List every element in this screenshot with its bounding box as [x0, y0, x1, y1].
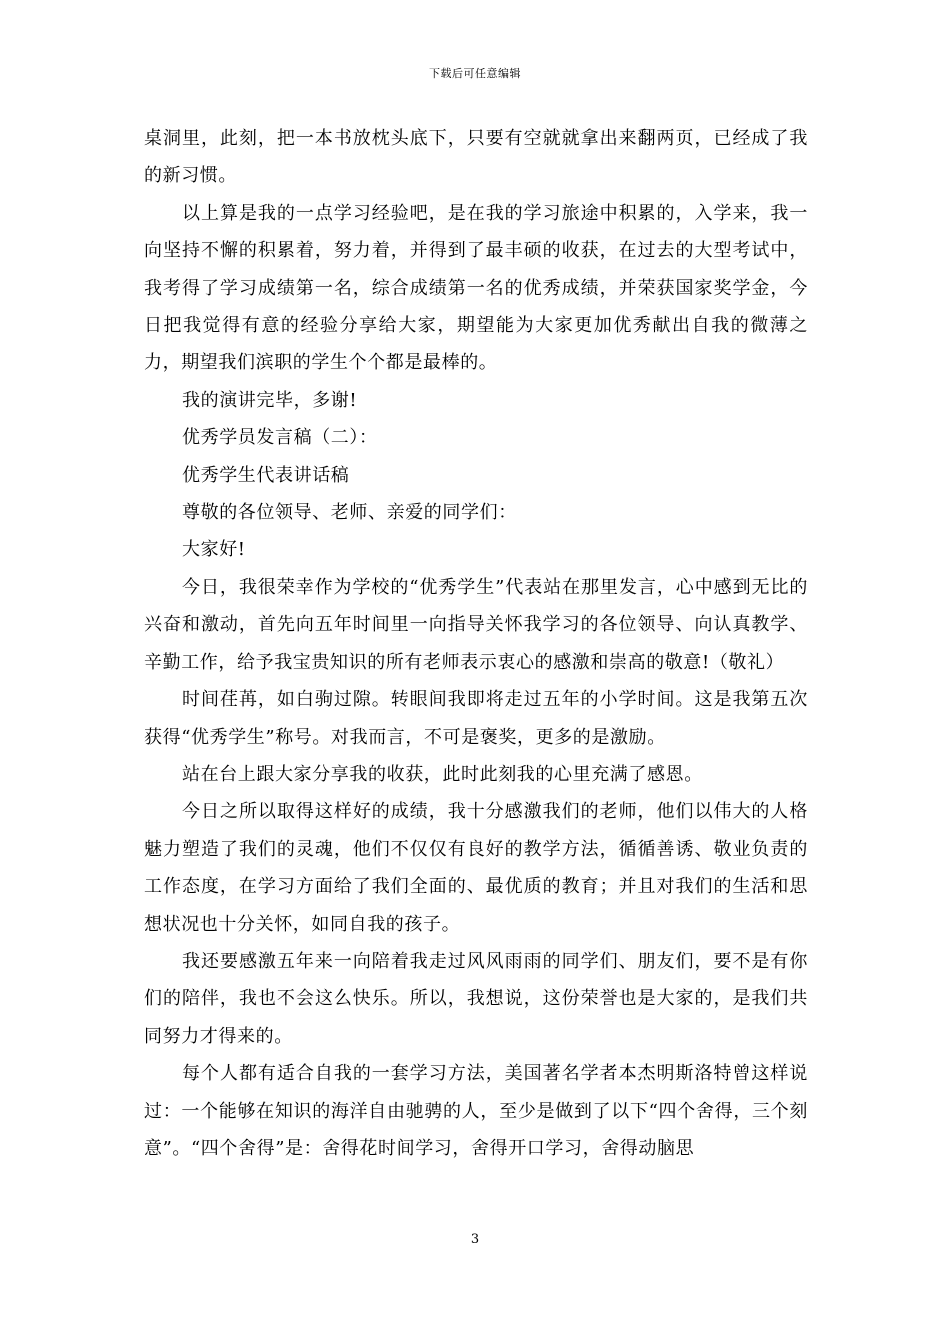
paragraph: 今日之所以取得这样好的成绩，我十分感激我们的老师，他们以伟大的人格魅力塑造了我们的灵魂，他们不仅仅有良好的教学方法，循循善诱、敬业负责的工作态度，在学习方面给了我们全面的、最优质的教育；并且对我们的生活和思想状况也十分关怀，如同自我的孩子。	[144, 801, 808, 935]
paragraph: 我的演讲完毕，多谢!	[182, 389, 358, 411]
document-body	[144, 120, 808, 1167]
paragraph: 今日，我很荣幸作为学校的“优秀学生”代表站在那里发言，心中感到无比的兴奋和激动，首先向五年时间里一向指导关怀我学习的各位领导、向认真教学、辛勤工作，给予我宝贵知识的所有老师表示衷心的感激和崇高的敬意!（敬礼）	[144, 576, 808, 673]
paragraph: 每个人都有适合自我的一套学习方法，美国著名学者本杰明斯洛特曾这样说过：一个能够在知识的海洋自由驰骋的人，至少是做到了以下“四个舍得，三个刻意”。“四个舍得”是：舍得花时间学习，舍得开口学习，舍得动脑思	[144, 1063, 808, 1159]
paragraph: 优秀学员发言稿（二）：	[182, 427, 378, 449]
paragraph: 尊敬的各位领导、老师、亲爱的同学们：	[182, 502, 517, 524]
paragraph: 我还要感激五年来一向陪着我走过风风雨雨的同学们、朋友们，要不是有你们的陪伴，我也不会这么快乐。所以，我想说，这份荣誉也是大家的，是我们共同努力才得来的。	[144, 950, 808, 1047]
paragraph: 桌洞里，此刻，把一本书放枕头底下，只要有空就就拿出来翻两页，已经成了我的新习惯。	[144, 128, 808, 187]
paragraph: 大家好!	[182, 539, 246, 561]
page-number: 3	[470, 1232, 480, 1247]
paragraph: 以上算是我的一点学习经验吧，是在我的学习旅途中积累的，入学来，我一向坚持不懈的积累着，努力着，并得到了最丰硕的收获，在过去的大型考试中，我考得了学习成绩第一名，综合成绩第一名的优秀成绩，并荣获国家奖学金，今日把我觉得有意的经验分享给大家，期望能为大家更加优秀献出自我的微薄之力，期望我们滨职的学生个个都是最棒的。	[144, 202, 808, 374]
paragraph: 优秀学生代表讲话稿	[182, 464, 350, 486]
paragraph: 时间荏苒，如白驹过隙。转眼间我即将走过五年的小学时间。这是我第五次获得“优秀学生”称号。对我而言，不可是褒奖，更多的是激励。	[144, 689, 808, 748]
paragraph: 站在台上跟大家分享我的收获，此时此刻我的心里充满了感恩。	[182, 763, 703, 785]
page-header: 下载后可任意编辑	[429, 67, 521, 80]
